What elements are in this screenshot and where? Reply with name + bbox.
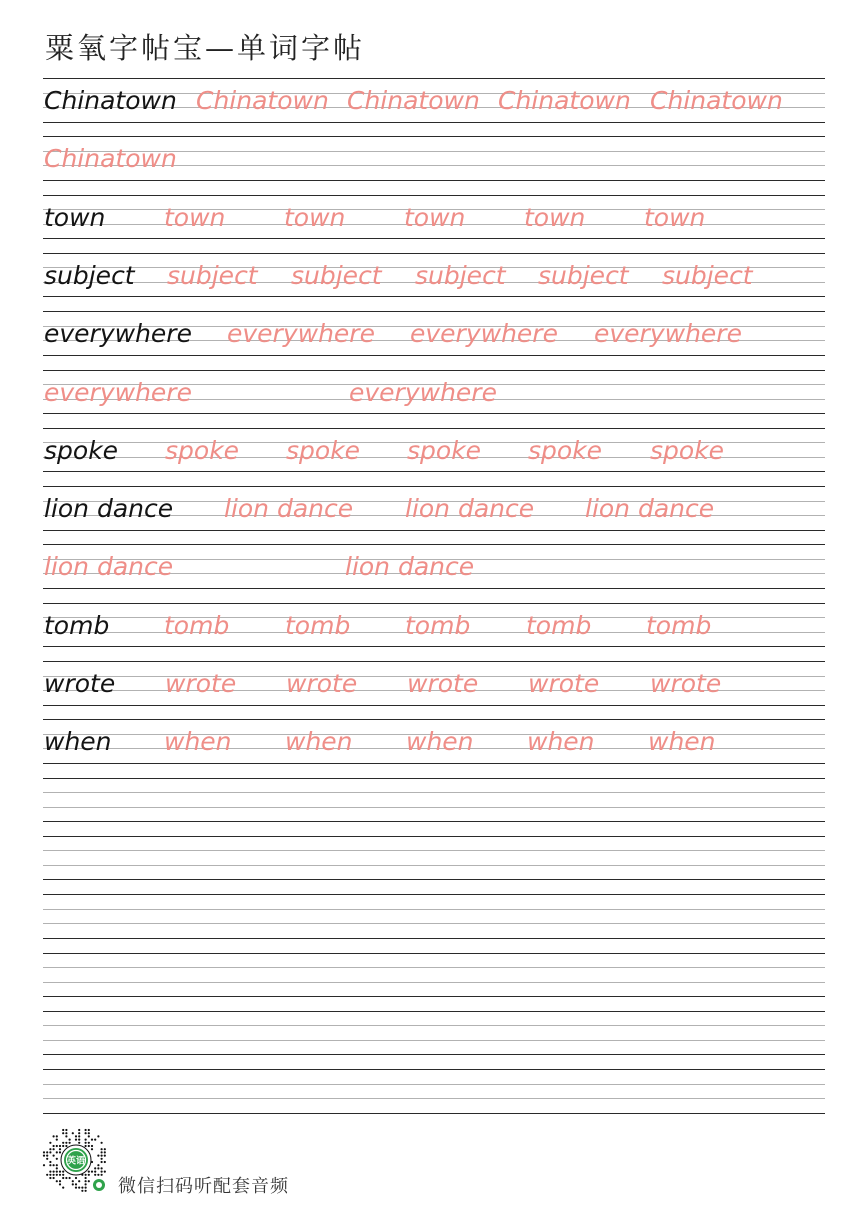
practice-line: [0, 551, 868, 591]
qr-dot: [53, 1177, 55, 1179]
qr-dot: [56, 1139, 58, 1141]
practice-line: [0, 668, 868, 708]
qr-dot: [88, 1145, 90, 1147]
practice-line: [0, 493, 868, 533]
qr-dot: [101, 1148, 103, 1150]
qr-dot: [59, 1171, 61, 1173]
qr-dot: [85, 1139, 87, 1141]
qr-dot: [85, 1142, 87, 1144]
qr-dot: [94, 1139, 96, 1141]
trace-word: when: [527, 727, 595, 757]
qr-dot: [49, 1148, 51, 1150]
trace-word: spoke: [165, 435, 240, 465]
trace-word: town: [644, 202, 706, 232]
practice-line: [0, 435, 868, 475]
model-word: when: [44, 727, 112, 757]
trace-word: subject: [291, 260, 382, 290]
trace-word: subject: [538, 260, 629, 290]
qr-dot: [49, 1174, 51, 1176]
qr-dot: [46, 1174, 48, 1176]
qr-dot: [56, 1174, 58, 1176]
qr-dot: [46, 1155, 48, 1157]
qr-dot: [88, 1142, 90, 1144]
qr-dot: [101, 1174, 103, 1176]
trace-word: when: [648, 727, 716, 757]
qr-dot: [59, 1145, 61, 1147]
trace-word: Chinatown: [196, 86, 329, 115]
qr-dot: [85, 1129, 87, 1131]
qr-dot: [56, 1151, 58, 1153]
practice-line: [0, 143, 868, 183]
trace-word: wrote: [407, 669, 479, 698]
trace-word: spoke: [528, 435, 603, 465]
trace-word: lion dance: [345, 552, 475, 582]
qr-dot: [97, 1174, 99, 1176]
qr-dot: [72, 1183, 74, 1185]
trace-word: everywhere: [594, 319, 742, 349]
qr-dot: [85, 1190, 87, 1192]
trace-word: spoke: [650, 435, 725, 465]
qr-dot: [49, 1142, 51, 1144]
qr-dot: [88, 1135, 90, 1137]
qr-dot: [94, 1171, 96, 1173]
trace-word: subject: [167, 260, 258, 290]
qr-dot: [43, 1164, 45, 1166]
qr-dot: [78, 1129, 80, 1131]
qr-dot: [53, 1174, 55, 1176]
trace-word: tomb: [285, 610, 351, 640]
trace-word: Chinatown: [650, 86, 783, 115]
qr-dot: [91, 1148, 93, 1150]
footer-note: 微信扫码听配套音频: [118, 1176, 289, 1197]
model-word: tomb: [44, 610, 110, 640]
qr-dot: [104, 1155, 106, 1157]
qr-dot: [97, 1155, 99, 1157]
qr-dot: [78, 1135, 80, 1137]
trace-word: subject: [662, 260, 753, 290]
qr-dot: [49, 1161, 51, 1163]
qr-dot: [72, 1180, 74, 1182]
trace-word: Chinatown: [44, 144, 177, 174]
qr-dot: [62, 1129, 64, 1131]
qr-dot: [91, 1139, 93, 1141]
qr-code-icon: [42, 1128, 110, 1196]
qr-dot: [78, 1187, 80, 1189]
qr-dot: [88, 1180, 90, 1182]
qr-dot: [78, 1139, 80, 1141]
qr-dot: [101, 1158, 103, 1160]
qr-dot: [59, 1180, 61, 1182]
qr-dot: [65, 1142, 67, 1144]
qr-dot: [75, 1135, 77, 1137]
trace-word: wrote: [650, 669, 722, 698]
qr-badge-label: 英语: [66, 1156, 86, 1167]
trace-word: tomb: [526, 610, 592, 640]
trace-word: town: [284, 202, 346, 232]
qr-dot: [65, 1129, 67, 1131]
qr-dot: [75, 1177, 77, 1179]
trace-word: everywhere: [227, 319, 375, 349]
qr-dot: [56, 1180, 58, 1182]
qr-dot: [85, 1132, 87, 1134]
trace-word: Chinatown: [498, 86, 631, 115]
practice-line: [0, 85, 868, 125]
qr-dot: [53, 1135, 55, 1137]
trace-word: town: [524, 202, 586, 232]
trace-word: tomb: [646, 610, 712, 640]
practice-line: [0, 726, 868, 766]
trace-word: wrote: [286, 669, 358, 698]
qr-dot: [85, 1174, 87, 1176]
trace-word: town: [164, 202, 226, 232]
qr-dot: [88, 1174, 90, 1176]
qr-dot: [101, 1155, 103, 1157]
qr-dot: [104, 1151, 106, 1153]
qr-dot: [91, 1145, 93, 1147]
qr-dot: [81, 1187, 83, 1189]
trace-word: when: [406, 727, 474, 757]
page-title: 粟氧字帖宝—单词字帖: [45, 31, 366, 65]
model-word: spoke: [44, 435, 119, 465]
qr-dot: [56, 1145, 58, 1147]
qr-dot: [81, 1190, 83, 1192]
qr-dot: [85, 1180, 87, 1182]
trace-word: lion dance: [44, 552, 174, 582]
qr-dot: [43, 1155, 45, 1157]
qr-dot: [101, 1142, 103, 1144]
qr-dot: [65, 1177, 67, 1179]
qr-dot: [85, 1187, 87, 1189]
qr-dot: [75, 1183, 77, 1185]
qr-dot: [75, 1139, 77, 1141]
qr-dot: [62, 1171, 64, 1173]
practice-line: [0, 202, 868, 242]
qr-dot: [49, 1164, 51, 1166]
trace-word: tomb: [405, 610, 471, 640]
qr-dot: [56, 1158, 58, 1160]
trace-word: wrote: [165, 669, 237, 698]
qr-dot: [104, 1148, 106, 1150]
trace-word: everywhere: [349, 377, 497, 407]
qr-dot: [88, 1171, 90, 1173]
qr-dot: [56, 1135, 58, 1137]
model-word: subject: [44, 260, 135, 290]
trace-word: when: [285, 727, 353, 757]
qr-dot: [72, 1132, 74, 1134]
qr-dot: [97, 1167, 99, 1169]
practice-line: [0, 377, 868, 417]
qr-dot: [65, 1145, 67, 1147]
qr-dot: [101, 1151, 103, 1153]
model-word: everywhere: [44, 319, 192, 349]
model-word: Chinatown: [44, 86, 177, 115]
qr-dot: [101, 1171, 103, 1173]
trace-word: everywhere: [44, 377, 192, 407]
qr-dot: [43, 1151, 45, 1153]
model-word: town: [44, 202, 106, 232]
model-word: wrote: [44, 669, 116, 698]
trace-word: spoke: [286, 435, 361, 465]
qr-dot: [62, 1145, 64, 1147]
qr-dot: [85, 1145, 87, 1147]
trace-word: tomb: [164, 610, 230, 640]
practice-line: [0, 610, 868, 650]
qr-dot: [78, 1142, 80, 1144]
qr-dot: [53, 1164, 55, 1166]
qr-dot: [53, 1148, 55, 1150]
qr-dot: [104, 1161, 106, 1163]
qr-dot: [65, 1135, 67, 1137]
trace-word: when: [164, 727, 232, 757]
trace-word: town: [404, 202, 466, 232]
qr-dot: [91, 1171, 93, 1173]
qr-dot: [65, 1132, 67, 1134]
practice-line: [0, 318, 868, 358]
qr-dot: [46, 1158, 48, 1160]
qr-dot: [56, 1164, 58, 1166]
qr-dot: [56, 1167, 58, 1169]
qr-dot: [49, 1171, 51, 1173]
qr-dot: [62, 1177, 64, 1179]
qr-dot: [69, 1177, 71, 1179]
qr-dot: [62, 1174, 64, 1176]
qr-dot: [46, 1151, 48, 1153]
qr-dot: [53, 1155, 55, 1157]
qr-dot: [59, 1151, 61, 1153]
qr-dot: [78, 1132, 80, 1134]
qr-dot: [53, 1145, 55, 1147]
trace-word: everywhere: [410, 319, 558, 349]
qr-dot: [49, 1151, 51, 1153]
qr-dot: [56, 1171, 58, 1173]
qr-dot: [75, 1187, 77, 1189]
qr-dot: [88, 1129, 90, 1131]
trace-word: lion dance: [585, 494, 715, 524]
qr-dot: [69, 1142, 71, 1144]
qr-dot: [85, 1177, 87, 1179]
qr-dot: [69, 1139, 71, 1141]
qr-dot: [59, 1174, 61, 1176]
qr-dot: [62, 1132, 64, 1134]
trace-word: Chinatown: [347, 86, 480, 115]
qr-dot: [101, 1161, 103, 1163]
qr-dot: [88, 1132, 90, 1134]
qr-dot: [62, 1187, 64, 1189]
qr-dot: [97, 1135, 99, 1137]
qr-dot: [59, 1183, 61, 1185]
trace-word: lion dance: [405, 494, 535, 524]
qr-dot: [85, 1183, 87, 1185]
qr-dot: [53, 1171, 55, 1173]
qr-dot: [62, 1142, 64, 1144]
model-word: lion dance: [44, 494, 174, 524]
qr-dot: [101, 1167, 103, 1169]
qr-dot: [59, 1148, 61, 1150]
qr-dot: [97, 1164, 99, 1166]
trace-word: subject: [415, 260, 506, 290]
trace-word: lion dance: [224, 494, 354, 524]
trace-word: spoke: [407, 435, 482, 465]
trace-word: wrote: [528, 669, 600, 698]
qr-dot: [104, 1171, 106, 1173]
qr-dot: [94, 1174, 96, 1176]
qr-dot: [94, 1167, 96, 1169]
qr-dot: [49, 1177, 51, 1179]
practice-line: [0, 260, 868, 300]
qr-dot: [78, 1180, 80, 1182]
